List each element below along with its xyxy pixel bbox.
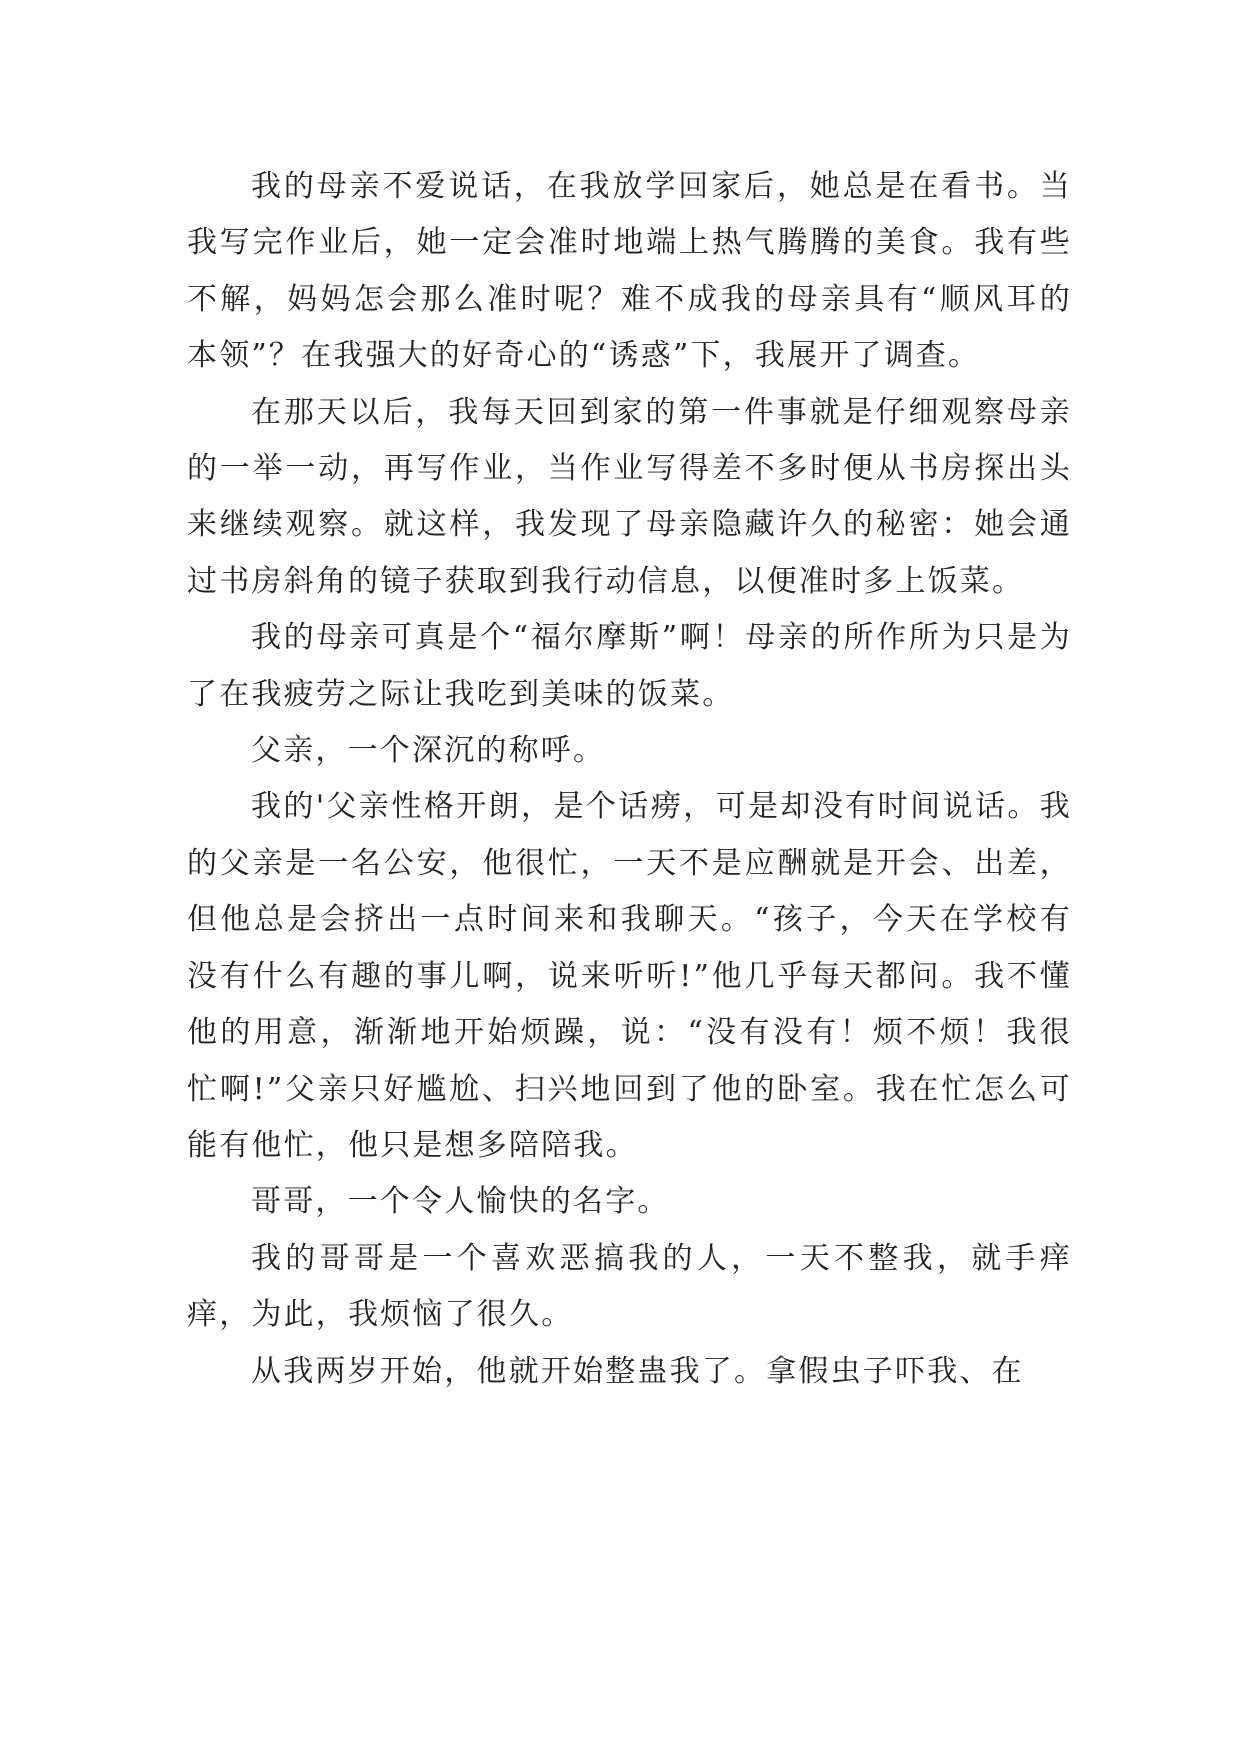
paragraph-mother-conclusion: 我的母亲可真是个“福尔摩斯”啊！母亲的所作所为只是为了在我疲劳之际让我吃到美味的饭菜。 (187, 620, 1072, 712)
paragraph-brother-heading: 哥哥，一个令人愉快的名字。 (251, 1184, 670, 1220)
paragraph-brother-intro: 我的哥哥是一个喜欢恶搞我的人，一天不整我，就手痒痒，为此，我烦恼了很久。 (187, 1240, 1072, 1333)
paragraph-mother-investigation: 在那天以后，我每天回到家的第一件事就是仔细观察母亲的一举一动，再写作业，当作业写得差不多时便从书房探出头来继续观察。就这样，我发现了母亲隐藏许久的秘密：她会通过书房斜角的镜子获取到我行动信息，以便准时多上饭菜。 (187, 394, 1072, 599)
paragraph-father-story: 我的'父亲性格开朗，是个话痨，可是却没有时间说话。我的父亲是一名公安，他很忙，一天不是应酬就是开会、出差，但他总是会挤出一点时间来和我聊天。“孩子，今天在学校有没有什么有趣的事儿啊，说来听听!”他几乎每天都问。我不懂他的用意，渐渐地开始烦躁，说：“没有没有！烦不烦！我很忙啊!”父亲只好尴尬、扫兴地回到了他的卧室。我在忙怎么可能有他忙，他只是想多陪陪我。 (187, 789, 1072, 1163)
paragraph-mother-intro: 我的母亲不爱说话，在我放学回家后，她总是在看书。当我写完作业后，她一定会准时地端上热气腾腾的美食。我有些不解，妈妈怎会那么准时呢？难不成我的母亲具有“顺风耳的本领”？在我强大的好奇心的“诱惑”下，我展开了调查。 (187, 169, 1072, 374)
paragraph-brother-story: 从我两岁开始，他就开始整蛊我了。拿假虫子吓我、在 (251, 1353, 1024, 1389)
document-body (187, 159, 1072, 1400)
paragraph-father-heading: 父亲，一个深沉的称呼。 (251, 733, 606, 769)
